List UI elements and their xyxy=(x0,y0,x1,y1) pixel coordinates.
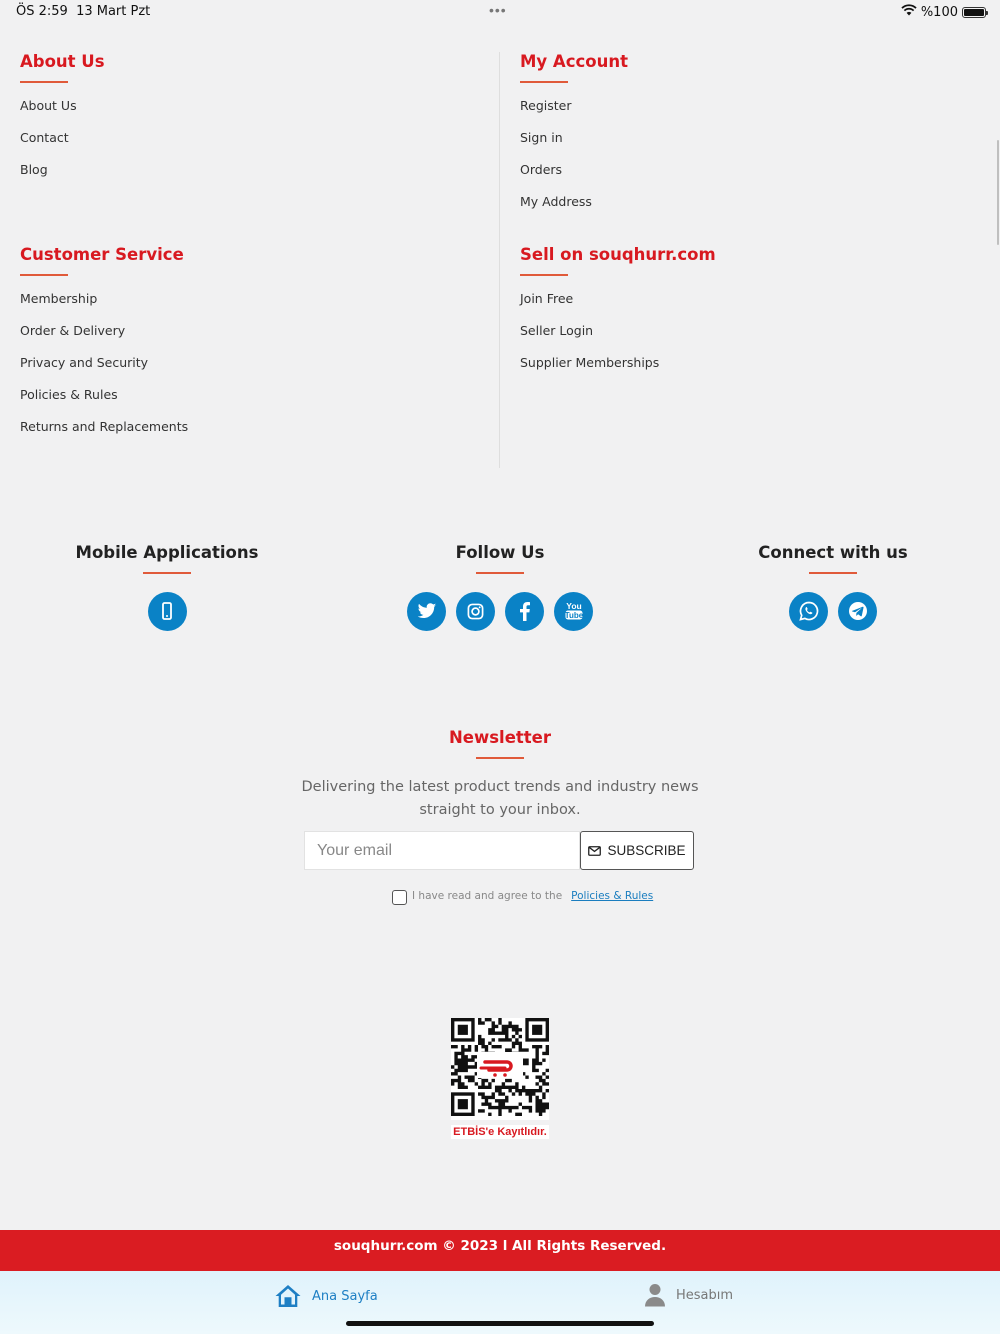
wifi-icon xyxy=(901,4,917,20)
column-divider xyxy=(499,52,500,468)
my-account-section xyxy=(520,52,628,227)
tab-home-label: Ana Sayfa xyxy=(312,1288,378,1304)
register-link[interactable]: Register xyxy=(520,97,572,113)
policies-rules-link[interactable]: Policies & Rules xyxy=(20,387,118,403)
tab-account-label: Hesabım xyxy=(676,1287,734,1303)
customer-service-title: Customer Service xyxy=(20,245,184,264)
orders-link[interactable]: Orders xyxy=(520,161,563,177)
connect-title: Connect with us xyxy=(758,543,908,562)
follow-us-title: Follow Us xyxy=(455,543,545,562)
about-us-links xyxy=(20,99,105,196)
whatsapp-icon[interactable] xyxy=(789,592,828,631)
mobile-apps-icons xyxy=(0,592,337,631)
footer-bar xyxy=(0,1230,1000,1271)
email-input[interactable] xyxy=(304,831,580,870)
subscribe-label: SUBSCRIBE xyxy=(607,843,686,858)
connect-section xyxy=(663,543,1000,631)
newsletter-title: Newsletter xyxy=(448,728,551,747)
subscribe-button[interactable] xyxy=(580,831,694,870)
about-us-title: About Us xyxy=(20,52,105,71)
blog-link[interactable]: Blog xyxy=(20,161,48,177)
title-underline xyxy=(476,572,524,574)
connect-icons xyxy=(663,592,1000,631)
sell-section xyxy=(520,245,716,388)
title-underline xyxy=(809,572,857,574)
agree-checkbox[interactable] xyxy=(392,890,407,905)
newsletter-section xyxy=(0,728,1000,902)
status-time xyxy=(16,4,150,19)
etbis-label: ETBİS'e Kayıtlıdır. xyxy=(451,1125,549,1139)
mail-icon xyxy=(588,846,601,856)
facebook-icon[interactable] xyxy=(505,592,544,631)
multitasking-dots[interactable]: ••• xyxy=(489,2,507,18)
supplier-memberships-link[interactable]: Supplier Memberships xyxy=(520,354,660,370)
mobile-apps-section xyxy=(0,543,337,631)
instagram-icon[interactable] xyxy=(456,592,495,631)
title-underline xyxy=(520,274,568,276)
follow-us-section xyxy=(330,543,670,631)
youtube-icon[interactable] xyxy=(554,592,593,631)
my-address-link[interactable]: My Address xyxy=(520,194,592,210)
copyright-text: souqhurr.com © 2023 l All Rights Reserved. xyxy=(333,1238,667,1254)
my-account-title: My Account xyxy=(520,52,628,71)
newsletter-description: Delivering the latest product trends and industry news straight to your inbox. xyxy=(301,778,699,818)
agree-text: I have read and agree to the xyxy=(412,889,563,902)
sell-links xyxy=(520,292,716,389)
mobile-phone-icon[interactable] xyxy=(148,592,187,631)
policies-rules-link[interactable]: Policies & Rules xyxy=(571,889,654,902)
title-underline xyxy=(520,81,568,83)
status-bar xyxy=(0,0,1000,24)
about-us-link[interactable]: About Us xyxy=(20,97,77,113)
my-account-links xyxy=(520,99,628,228)
privacy-security-link[interactable]: Privacy and Security xyxy=(20,354,149,370)
contact-link[interactable]: Contact xyxy=(20,129,69,145)
title-underline xyxy=(20,81,68,83)
telegram-icon[interactable] xyxy=(838,592,877,631)
membership-link[interactable]: Membership xyxy=(20,290,98,306)
join-free-link[interactable]: Join Free xyxy=(520,290,574,306)
scroll-indicator[interactable] xyxy=(997,140,999,245)
tab-home[interactable] xyxy=(274,1283,378,1309)
user-icon xyxy=(644,1283,666,1307)
social-icons xyxy=(330,592,670,631)
status-clock: ÖS 2:59 xyxy=(16,4,68,19)
order-delivery-link[interactable]: Order & Delivery xyxy=(20,322,126,338)
tab-account[interactable] xyxy=(644,1283,733,1307)
battery-icon xyxy=(962,7,986,18)
seller-login-link[interactable]: Seller Login xyxy=(520,322,594,338)
title-underline xyxy=(143,572,191,574)
svg-text:Tube: Tube xyxy=(564,611,583,620)
twitter-icon[interactable] xyxy=(407,592,446,631)
home-indicator[interactable] xyxy=(346,1321,654,1326)
newsletter-form xyxy=(304,831,694,870)
agree-row xyxy=(392,886,653,905)
home-icon xyxy=(274,1283,302,1309)
svg-text:You: You xyxy=(565,601,582,611)
qr-code-icon xyxy=(451,1018,549,1120)
sell-title: Sell on souqhurr.com xyxy=(520,245,716,264)
customer-service-section xyxy=(20,245,188,452)
customer-service-links xyxy=(20,292,188,453)
title-underline xyxy=(20,274,68,276)
sign-in-link[interactable]: Sign in xyxy=(520,129,563,145)
status-date: 13 Mart Pzt xyxy=(76,4,151,19)
mobile-apps-title: Mobile Applications xyxy=(75,543,259,562)
about-us-section xyxy=(20,52,105,195)
title-underline xyxy=(476,757,524,759)
status-right xyxy=(901,4,986,20)
etbis-qr-badge[interactable] xyxy=(451,1018,549,1139)
returns-replacements-link[interactable]: Returns and Replacements xyxy=(20,419,189,435)
battery-percent: %100 xyxy=(920,4,958,20)
